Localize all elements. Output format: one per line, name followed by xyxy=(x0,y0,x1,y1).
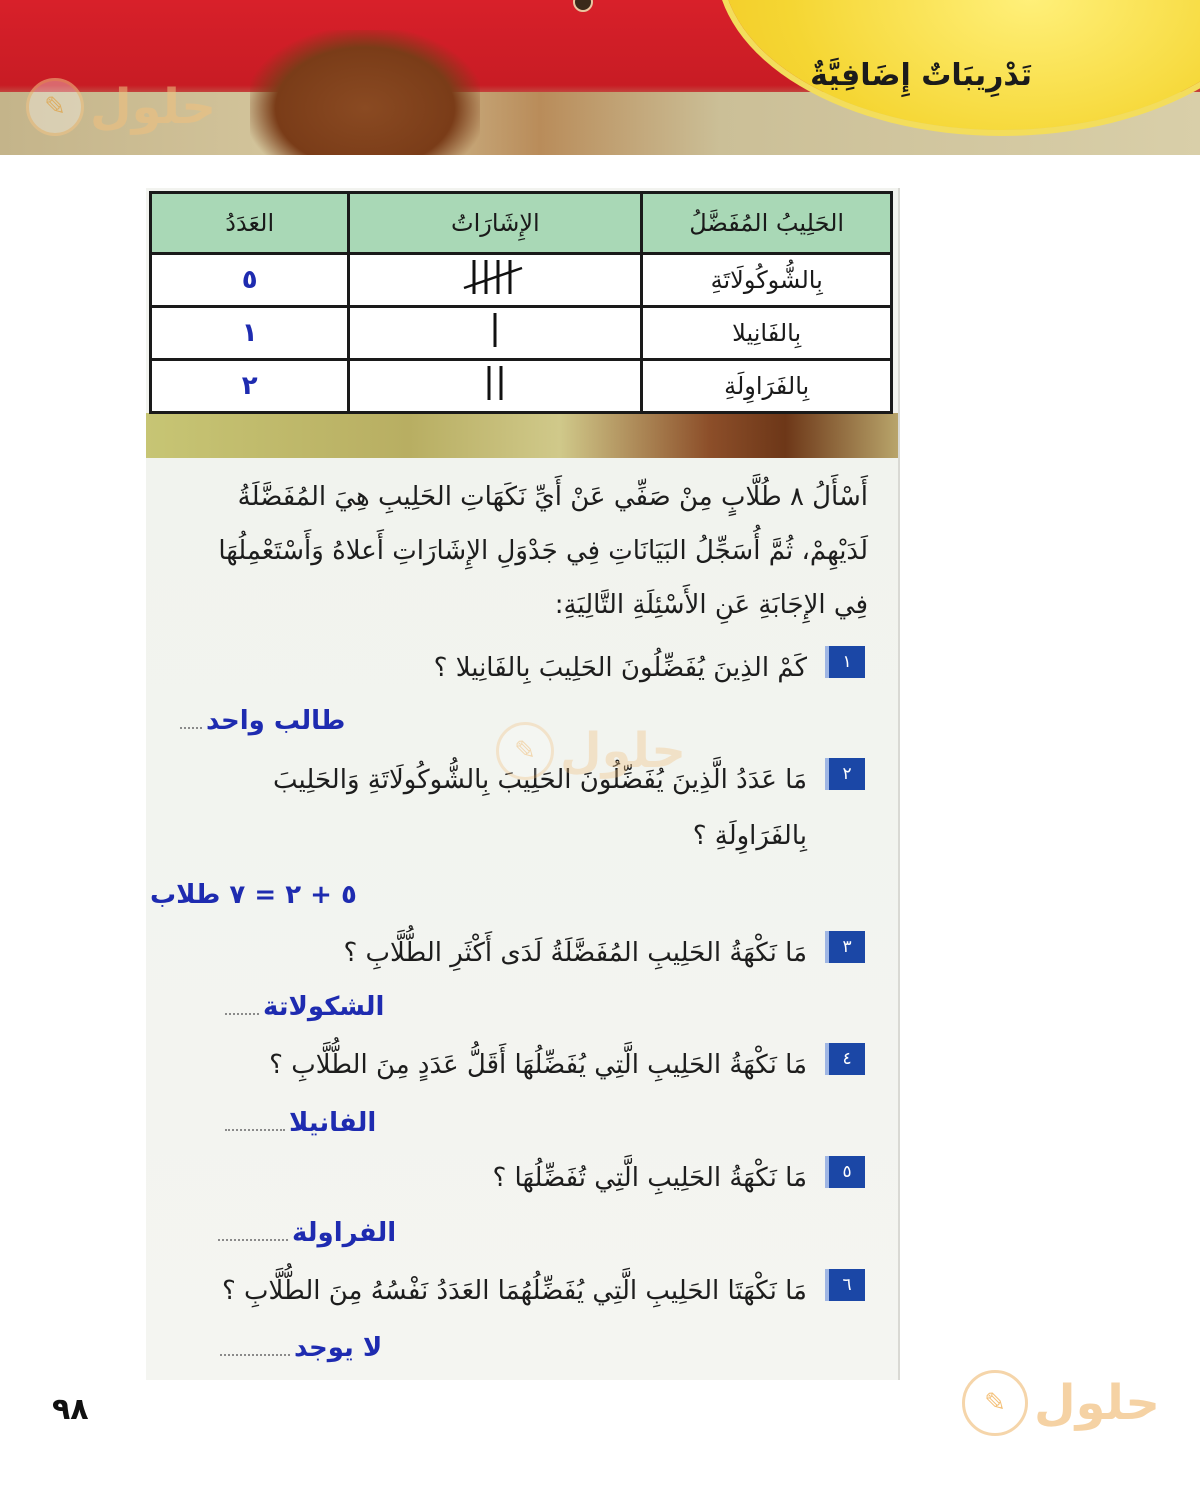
answer-text: طالب واحد xyxy=(206,706,346,736)
header-favorite-milk: الحَلِيبُ المُفَضَّلُ xyxy=(642,193,892,254)
question-text: كَمْ الذِينَ يُفَضِّلُونَ الحَلِيبَ بِالفَانِيلا ؟ xyxy=(433,653,807,683)
count-cell: ٢ xyxy=(151,360,349,413)
table-row xyxy=(151,360,892,413)
watermark-logo-bottom xyxy=(962,1370,1160,1436)
flavor-cell: بِالفَانِيلا xyxy=(642,307,892,360)
flavor-cell: بِالشُّوكُولَاتَةِ xyxy=(642,254,892,307)
question-2 xyxy=(225,752,865,864)
answer-text: الفانيلا xyxy=(289,1108,377,1138)
page-number: ٩٨ xyxy=(52,1392,89,1427)
table-row xyxy=(151,254,892,307)
question-number: ٥ xyxy=(825,1156,865,1188)
question-text: مَا نَكْهَةُ الحَلِيبِ الَّتِي يُفَضِّلُهَا أَقَلُّ عَدَدٍ مِنَ الطُّلَّابِ ؟ xyxy=(269,1050,807,1080)
page-title: تَدْرِيبَاتٌ إِضَافِيَّةٌ xyxy=(810,58,1032,93)
question-text: مَا نَكْهَةُ الحَلِيبِ المُفَضَّلَةُ لَدَى أَكْثَرِ الطُّلَّابِ ؟ xyxy=(343,938,807,968)
answer-text: الشكولاتة xyxy=(263,992,385,1022)
header-tally: الإِشَارَاتُ xyxy=(349,193,642,254)
header-count: العَدَدُ xyxy=(151,193,349,254)
book-icon: ✎ xyxy=(496,722,554,780)
count-cell: ١ xyxy=(151,307,349,360)
answer-dots xyxy=(225,1009,259,1015)
question-text: مَا نَكْهَتَا الحَلِيبِ الَّتِي يُفَضِّلُهُمَا العَدَدُ نَفْسُهُ مِنَ الطُّلَّابِ ؟ xyxy=(221,1276,807,1306)
banner-pin xyxy=(573,0,593,12)
answer-1 xyxy=(180,706,345,736)
question-text: مَا عَدَدُ الَّذِينَ يُفَضِّلُونَ الحَلِيبَ بِالشُّوكُولَاتَةِ وَالحَلِيبَ بِالفَرَاوِلَةِ ؟ xyxy=(273,765,807,851)
tally-marks-five xyxy=(460,256,530,298)
question-number: ٤ xyxy=(825,1043,865,1075)
watermark-text: حلول xyxy=(1034,1375,1160,1431)
tally-table xyxy=(149,191,893,414)
question-number: ٦ xyxy=(825,1269,865,1301)
answer-6 xyxy=(220,1333,382,1363)
table-header-row xyxy=(151,193,892,254)
answer-5 xyxy=(218,1218,396,1248)
book-icon: ✎ xyxy=(26,78,84,136)
tally-cell xyxy=(349,307,642,360)
question-3 xyxy=(225,925,865,981)
watermark-text: حلول xyxy=(90,79,216,135)
tally-cell xyxy=(349,360,642,413)
header-banner xyxy=(0,0,1200,155)
answer-text: ٥ + ٢ = ٧ طلاب xyxy=(150,880,357,910)
answer-3 xyxy=(225,992,384,1022)
count-cell: ٥ xyxy=(151,254,349,307)
question-number: ٢ xyxy=(825,758,865,790)
answer-dots xyxy=(225,1125,285,1131)
answer-dots xyxy=(220,1350,290,1356)
instructions-paragraph: أَسْأَلُ ٨ طُلَّابٍ مِنْ صَفِّي عَنْ أَيِّ نَكَهَاتِ الحَلِيبِ هِيَ المُفَضَّلَةُ لَدَيْهِمْ، ثُمَّ أُسَجِّلُ البَيَانَاتِ فِي جَدْوَلِ الإِشَارَاتِ أَعلاهُ وَأَسْتَعْمِلُهَا فِي الإِجَابَةِ عَنِ الأَسْئِلَةِ التَّالِيَةِ: xyxy=(218,482,868,620)
tally-marks-two xyxy=(475,362,515,404)
question-number: ٣ xyxy=(825,931,865,963)
answer-text: لا يوجد xyxy=(294,1333,383,1363)
book-icon: ✎ xyxy=(962,1370,1028,1436)
answer-dots xyxy=(180,723,202,729)
tally-marks-one xyxy=(475,309,515,351)
answer-text: الفراولة xyxy=(292,1218,397,1248)
question-number: ١ xyxy=(825,646,865,678)
question-text: مَا نَكْهَةُ الحَلِيبِ الَّتِي تُفَضِّلُهَا ؟ xyxy=(492,1163,807,1193)
flavor-cell: بِالفَرَاوِلَةِ xyxy=(642,360,892,413)
question-5 xyxy=(225,1150,865,1206)
watermark-text: حلول xyxy=(560,723,686,779)
question-4 xyxy=(225,1037,865,1093)
panel-photo-strip xyxy=(146,413,898,463)
answer-dots xyxy=(218,1235,288,1241)
table-row xyxy=(151,307,892,360)
answer-4 xyxy=(225,1108,376,1138)
question-1 xyxy=(225,640,865,696)
question-6 xyxy=(185,1263,865,1319)
banner-cow-image xyxy=(250,30,480,155)
answer-2 xyxy=(150,880,357,910)
tally-cell xyxy=(349,254,642,307)
